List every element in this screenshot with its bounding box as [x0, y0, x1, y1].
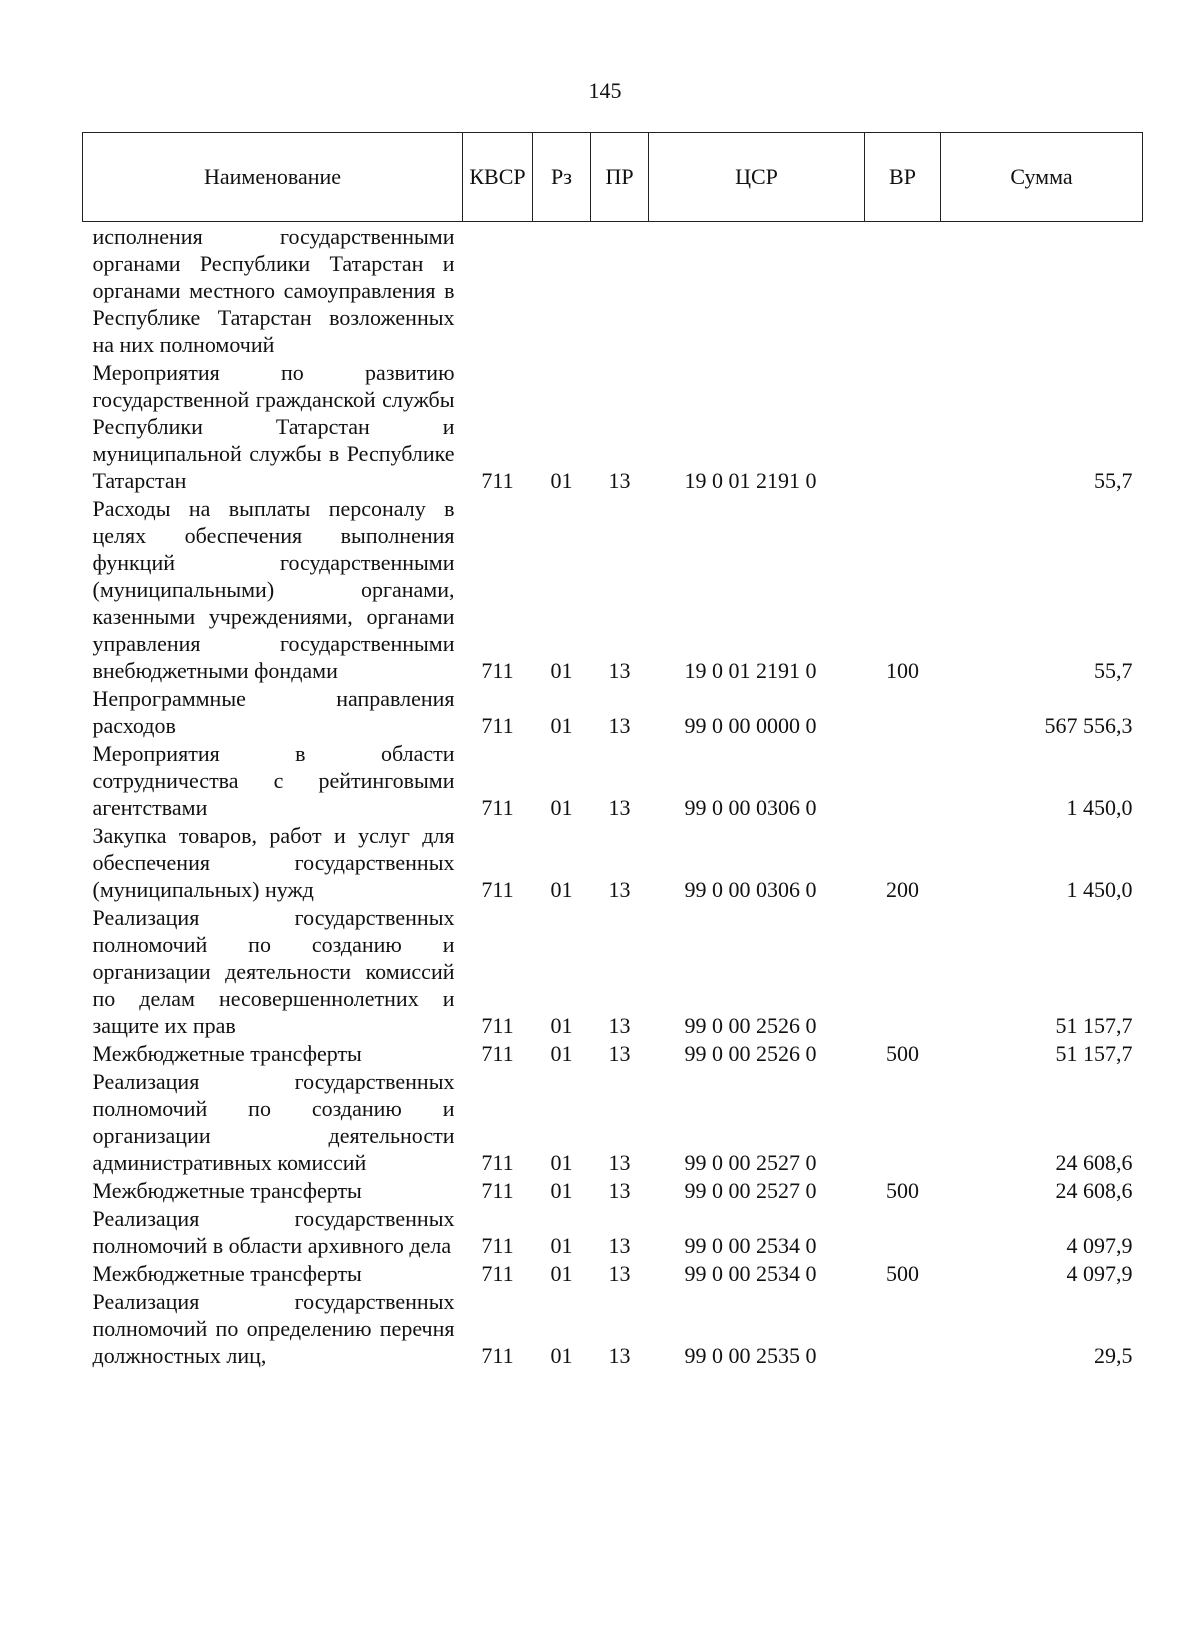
row-csr: 99 0 00 2534 0 [684, 1233, 817, 1258]
row-kvsr: 711 [481, 1261, 514, 1286]
row-vr: 500 [886, 1041, 919, 1066]
row-name: Межбюджетные трансферты [92, 1178, 362, 1203]
table-body [83, 222, 1143, 1370]
header-name: Наименование [83, 133, 463, 222]
row-rz: 01 [550, 713, 573, 738]
row-name: Закупка товаров, работ и услуг для обеспечения государственных (муниципальных) нужд [92, 823, 455, 902]
row-kvsr [463, 222, 533, 359]
row-kvsr: 711 [481, 1041, 514, 1066]
row-vr [865, 1204, 941, 1259]
row-name: Реализация государственных полномочий по созданию и организации деятельности комиссий по делам несовершеннолетних и защите их прав [92, 905, 455, 1038]
table-row [83, 821, 1143, 903]
row-vr [865, 222, 941, 359]
page-number: 145 [588, 78, 622, 103]
row-rz: 01 [550, 877, 573, 902]
row-sum: 55,7 [1094, 658, 1133, 683]
row-pr: 13 [608, 713, 631, 738]
row-csr: 99 0 00 0000 0 [684, 713, 817, 738]
row-sum: 24 608,6 [1055, 1150, 1133, 1175]
header-pr: ПР [591, 133, 649, 222]
row-name: Реализация государственных полномочий в области архивного дела [92, 1206, 455, 1258]
table-row [83, 1259, 1143, 1287]
row-sum: 4 097,9 [1066, 1261, 1133, 1286]
row-csr: 99 0 00 2527 0 [684, 1178, 817, 1203]
row-sum: 55,7 [1094, 468, 1133, 493]
row-kvsr: 711 [481, 1233, 514, 1258]
row-vr [865, 1287, 941, 1369]
row-sum: 567 556,3 [1044, 713, 1133, 738]
row-name: исполнения государственными органами Республики Татарстан и органами местного самоуправления в Республике Татарстан возложенных на них полномочий [92, 224, 455, 357]
row-kvsr: 711 [481, 713, 514, 738]
row-rz: 01 [550, 1233, 573, 1258]
row-rz: 01 [550, 1261, 573, 1286]
row-sum: 1 450,0 [1066, 877, 1133, 902]
row-rz [533, 222, 591, 359]
row-name: Мероприятия в области сотрудничества с рейтинговыми агентствами [92, 741, 455, 820]
row-kvsr: 711 [481, 1013, 514, 1038]
row-csr: 99 0 00 2526 0 [684, 1041, 817, 1066]
row-sum: 51 157,7 [1055, 1013, 1133, 1038]
row-vr: 500 [886, 1178, 919, 1203]
row-kvsr: 711 [481, 1150, 514, 1175]
row-sum: 4 097,9 [1066, 1233, 1133, 1258]
row-pr: 13 [608, 468, 631, 493]
table-row [83, 358, 1143, 494]
table-header [83, 133, 1143, 222]
row-csr: 99 0 00 0306 0 [684, 795, 817, 820]
row-sum: 29,5 [1094, 1343, 1133, 1368]
table-row [83, 903, 1143, 1039]
row-pr [591, 222, 649, 359]
table-row [83, 222, 1143, 359]
row-pr: 13 [608, 658, 631, 683]
row-pr: 13 [608, 1233, 631, 1258]
row-pr: 13 [608, 1013, 631, 1038]
table-row [83, 1287, 1143, 1369]
row-name: Расходы на выплаты персоналу в целях обеспечения выполнения функций государственными (муниципальными) органами, казенными учреждениями, органами управления государственными внебюджетными фондами [92, 496, 455, 683]
table-row [83, 1204, 1143, 1259]
row-vr: 100 [886, 658, 919, 683]
row-pr: 13 [608, 877, 631, 902]
row-vr [865, 358, 941, 494]
header-kvsr: КВСР [463, 133, 533, 222]
row-sum: 1 450,0 [1066, 795, 1133, 820]
row-vr: 200 [886, 877, 919, 902]
row-pr: 13 [608, 1178, 631, 1203]
row-csr: 19 0 01 2191 0 [684, 658, 817, 683]
row-name: Мероприятия по развитию государственной гражданской службы Республики Татарстан и муниципальной службы в Республике Татарстан [92, 360, 455, 493]
row-rz: 01 [550, 1150, 573, 1175]
table-row [83, 1176, 1143, 1204]
row-kvsr: 711 [481, 468, 514, 493]
row-kvsr: 711 [481, 658, 514, 683]
header-rz: Рз [533, 133, 591, 222]
header-sum: Сумма [941, 133, 1143, 222]
row-pr: 13 [608, 795, 631, 820]
row-rz: 01 [550, 468, 573, 493]
row-csr: 99 0 00 2526 0 [684, 1013, 817, 1038]
table-row [83, 1067, 1143, 1176]
row-kvsr: 711 [481, 795, 514, 820]
row-rz: 01 [550, 1041, 573, 1066]
row-name: Межбюджетные трансферты [92, 1261, 362, 1286]
row-csr [649, 222, 865, 359]
budget-table [82, 132, 1143, 1369]
table-row [83, 494, 1143, 684]
table-row [83, 1039, 1143, 1067]
row-vr: 500 [886, 1261, 919, 1286]
row-name: Реализация государственных полномочий по созданию и организации деятельности административных комиссий [92, 1069, 455, 1175]
row-pr: 13 [608, 1150, 631, 1175]
row-kvsr: 711 [481, 1178, 514, 1203]
row-csr: 99 0 00 2527 0 [684, 1150, 817, 1175]
row-kvsr: 711 [481, 877, 514, 902]
row-vr [865, 684, 941, 739]
row-vr [865, 1067, 941, 1176]
row-rz: 01 [550, 658, 573, 683]
row-pr: 13 [608, 1261, 631, 1286]
row-csr: 99 0 00 0306 0 [684, 877, 817, 902]
row-csr: 99 0 00 2534 0 [684, 1261, 817, 1286]
table-row [83, 684, 1143, 739]
row-pr: 13 [608, 1041, 631, 1066]
row-sum [941, 222, 1143, 359]
row-vr [865, 903, 941, 1039]
table-row [83, 739, 1143, 821]
row-rz: 01 [550, 1178, 573, 1203]
row-kvsr: 711 [481, 1343, 514, 1368]
row-name: Реализация государственных полномочий по определению перечня должностных лиц, [92, 1289, 455, 1368]
row-pr: 13 [608, 1343, 631, 1368]
row-sum: 24 608,6 [1055, 1178, 1133, 1203]
row-csr: 99 0 00 2535 0 [684, 1343, 817, 1368]
budget-table-wrapper [82, 132, 1142, 1369]
header-vr: ВР [865, 133, 941, 222]
row-sum: 51 157,7 [1055, 1041, 1133, 1066]
row-csr: 19 0 01 2191 0 [684, 468, 817, 493]
row-name: Межбюджетные трансферты [92, 1041, 362, 1066]
row-rz: 01 [550, 1343, 573, 1368]
row-rz: 01 [550, 1013, 573, 1038]
header-csr: ЦСР [649, 133, 865, 222]
row-vr [865, 739, 941, 821]
row-rz: 01 [550, 795, 573, 820]
row-name: Непрограммные направления расходов [92, 686, 455, 738]
